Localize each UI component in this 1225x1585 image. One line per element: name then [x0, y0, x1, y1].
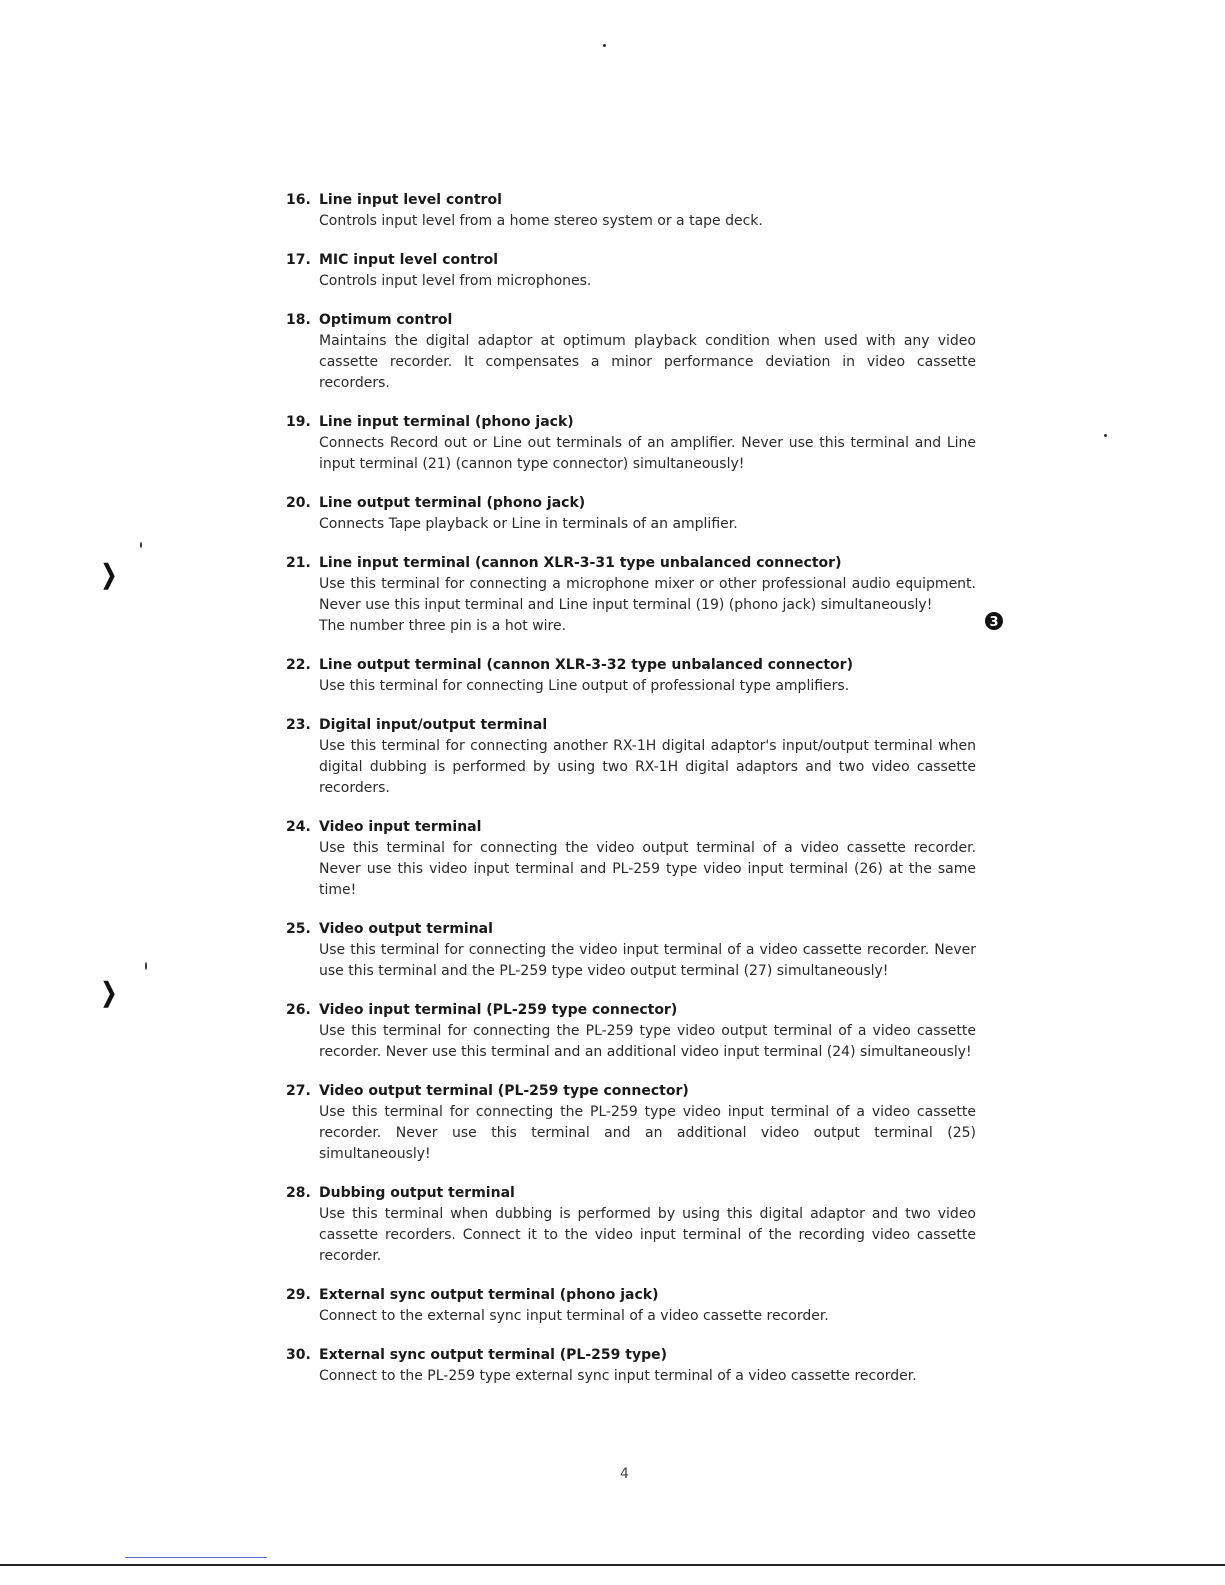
item-title: Dubbing output terminal: [319, 1185, 515, 1201]
item-title: External sync output terminal (phono jack): [319, 1287, 659, 1303]
item-title: Optimum control: [319, 312, 453, 328]
item-title: Video input terminal (PL-259 type connector): [319, 1002, 678, 1018]
list-item: [286, 655, 976, 697]
item-number: 20.: [286, 495, 311, 511]
item-description: Controls input level from microphones.: [319, 273, 592, 289]
item-title: Video output terminal (PL-259 type connector): [319, 1083, 689, 1099]
item-description: Use this terminal for connecting a microphone mixer or other professional audio equipment. Never use this input terminal and Line input terminal (19) (phono jack) simultaneously!: [319, 576, 976, 613]
list-item: [286, 715, 976, 799]
side-mark-label: 3: [989, 615, 999, 630]
item-number: 17.: [286, 252, 311, 268]
item-description: Use this terminal for connecting the video input terminal of a video cassette recorder. Never use this terminal and the PL-259 type video output terminal (27) simultaneously!: [319, 942, 976, 979]
list-item: [286, 250, 976, 292]
bottom-rule: [125, 1557, 267, 1558]
scan-speck: [140, 542, 142, 548]
manual-item-list: [286, 190, 976, 1405]
page-number: 4: [620, 1466, 629, 1482]
item-description: Use this terminal for connecting the PL-259 type video input terminal of a video cassette recorder. Never use this terminal and an additional video output terminal (25) simultaneously!: [319, 1104, 976, 1162]
item-title: Video input terminal: [319, 819, 482, 835]
list-item: [286, 1183, 976, 1267]
item-number: 21.: [286, 555, 311, 571]
item-title: Line output terminal (cannon XLR-3-32 type unbalanced connector): [319, 657, 853, 673]
item-number: 24.: [286, 819, 311, 835]
item-number: 16.: [286, 192, 311, 208]
item-title: Digital input/output terminal: [319, 717, 548, 733]
list-item: [286, 1345, 976, 1387]
item-number: 25.: [286, 921, 311, 937]
item-description: Controls input level from a home stereo system or a tape deck.: [319, 213, 763, 229]
binding-mark-icon: ❭: [98, 978, 120, 1008]
item-number: 26.: [286, 1002, 311, 1018]
scan-speck: [145, 962, 147, 970]
page-bottom-border: [0, 1564, 1225, 1566]
item-description: Use this terminal for connecting the PL-259 type video output terminal of a video cassette recorder. Never use this terminal and an additional video input terminal (24) simultaneously!: [319, 1023, 976, 1060]
item-description: Connects Record out or Line out terminals of an amplifier. Never use this terminal and Line input terminal (21) (cannon type connector) simultaneously!: [319, 435, 976, 472]
list-item: [286, 190, 976, 232]
list-item: [286, 310, 976, 394]
item-number: 28.: [286, 1185, 311, 1201]
item-number: 22.: [286, 657, 311, 673]
item-title: Line input level control: [319, 192, 502, 208]
item-description: Connects Tape playback or Line in terminals of an amplifier.: [319, 516, 738, 532]
item-number: 27.: [286, 1083, 311, 1099]
item-description: Use this terminal for connecting another RX-1H digital adaptor's input/output terminal when digital dubbing is performed by using two RX-1H digital adaptors and two video cassette recorders.: [319, 738, 976, 796]
item-number: 19.: [286, 414, 311, 430]
item-title: MIC input level control: [319, 252, 499, 268]
item-description: Use this terminal for connecting the video output terminal of a video cassette recorder. Never use this video input terminal and PL-259 type video input terminal (26) at the same time!: [319, 840, 976, 898]
list-item: [286, 493, 976, 535]
item-description: Maintains the digital adaptor at optimum playback condition when used with any video cassette recorder. It compensates a minor performance deviation in video cassette recorders.: [319, 333, 976, 391]
list-item: [286, 919, 976, 982]
item-description: Use this terminal when dubbing is performed by using this digital adaptor and two video cassette recorders. Connect it to the video input terminal of the recording video cassette recorder.: [319, 1206, 976, 1264]
scan-speck: [1104, 434, 1107, 437]
item-title: Line input terminal (phono jack): [319, 414, 574, 430]
list-item: [286, 1081, 976, 1165]
binding-mark-icon: ❭: [98, 560, 120, 590]
item-number: 23.: [286, 717, 311, 733]
list-item: [286, 412, 976, 475]
item-description: Use this terminal for connecting Line output of professional type amplifiers.: [319, 678, 850, 694]
item-description: Connect to the external sync input terminal of a video cassette recorder.: [319, 1308, 829, 1324]
item-title: Line output terminal (phono jack): [319, 495, 586, 511]
list-item: [286, 553, 976, 637]
item-description: Connect to the PL-259 type external sync input terminal of a video cassette recorder.: [319, 1368, 917, 1384]
item-note: The number three pin is a hot wire.: [319, 618, 567, 634]
item-number: 18.: [286, 312, 311, 328]
circled-marker-icon: [983, 610, 1005, 637]
item-title: Video output terminal: [319, 921, 493, 937]
list-item: [286, 1285, 976, 1327]
item-title: External sync output terminal (PL-259 type): [319, 1347, 667, 1363]
item-number: 29.: [286, 1287, 311, 1303]
scan-speck: [603, 44, 606, 47]
item-title: Line input terminal (cannon XLR-3-31 type unbalanced connector): [319, 555, 842, 571]
list-item: [286, 817, 976, 901]
item-number: 30.: [286, 1347, 311, 1363]
list-item: [286, 1000, 976, 1063]
